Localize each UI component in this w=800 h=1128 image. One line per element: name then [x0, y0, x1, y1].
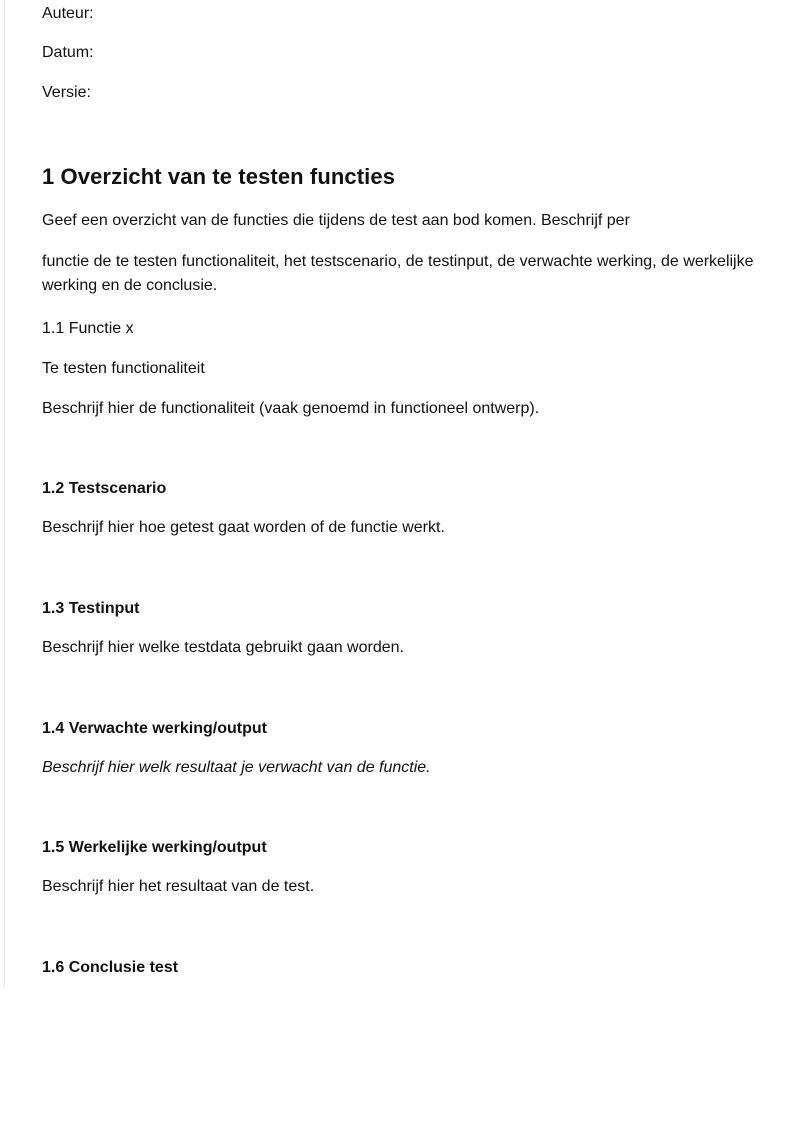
page-edge	[4, 0, 5, 988]
input-heading: 1.3 Testinput	[42, 600, 140, 617]
expected-text: Beschrijf hier welk resultaat je verwacht van de functie.	[42, 759, 431, 776]
function-title: 1.1 Functie x	[42, 320, 134, 337]
intro-paragraph-1: Geef een overzicht van de functies die tijdens de test aan bod komen. Beschrijf per	[42, 212, 630, 229]
actual-text: Beschrijf hier het resultaat van de test.	[42, 878, 315, 895]
date-label: Datum:	[42, 44, 94, 61]
functionality-text: Beschrijf hier de functionaliteit (vaak genoemd in functioneel ontwerp).	[42, 400, 540, 417]
functionality-label: Te testen functionaliteit	[42, 360, 205, 377]
author-label: Auteur:	[42, 5, 94, 22]
version-label: Versie:	[42, 84, 91, 101]
scenario-heading: 1.2 Testscenario	[42, 480, 167, 497]
actual-heading: 1.5 Werkelijke werking/output	[42, 839, 267, 856]
intro-paragraph-2: functie de te testen functionaliteit, het testscenario, de testinput, de verwachte werking, de werkelijke werking en de conclusie.	[42, 253, 754, 294]
conclusion-heading: 1.6 Conclusie test	[42, 959, 179, 976]
section-heading: 1 Overzicht van te testen functies	[42, 164, 396, 189]
scenario-text: Beschrijf hier hoe getest gaat worden of de functie werkt.	[42, 519, 445, 536]
input-text: Beschrijf hier welke testdata gebruikt gaan worden.	[42, 639, 404, 656]
expected-heading: 1.4 Verwachte werking/output	[42, 720, 267, 737]
